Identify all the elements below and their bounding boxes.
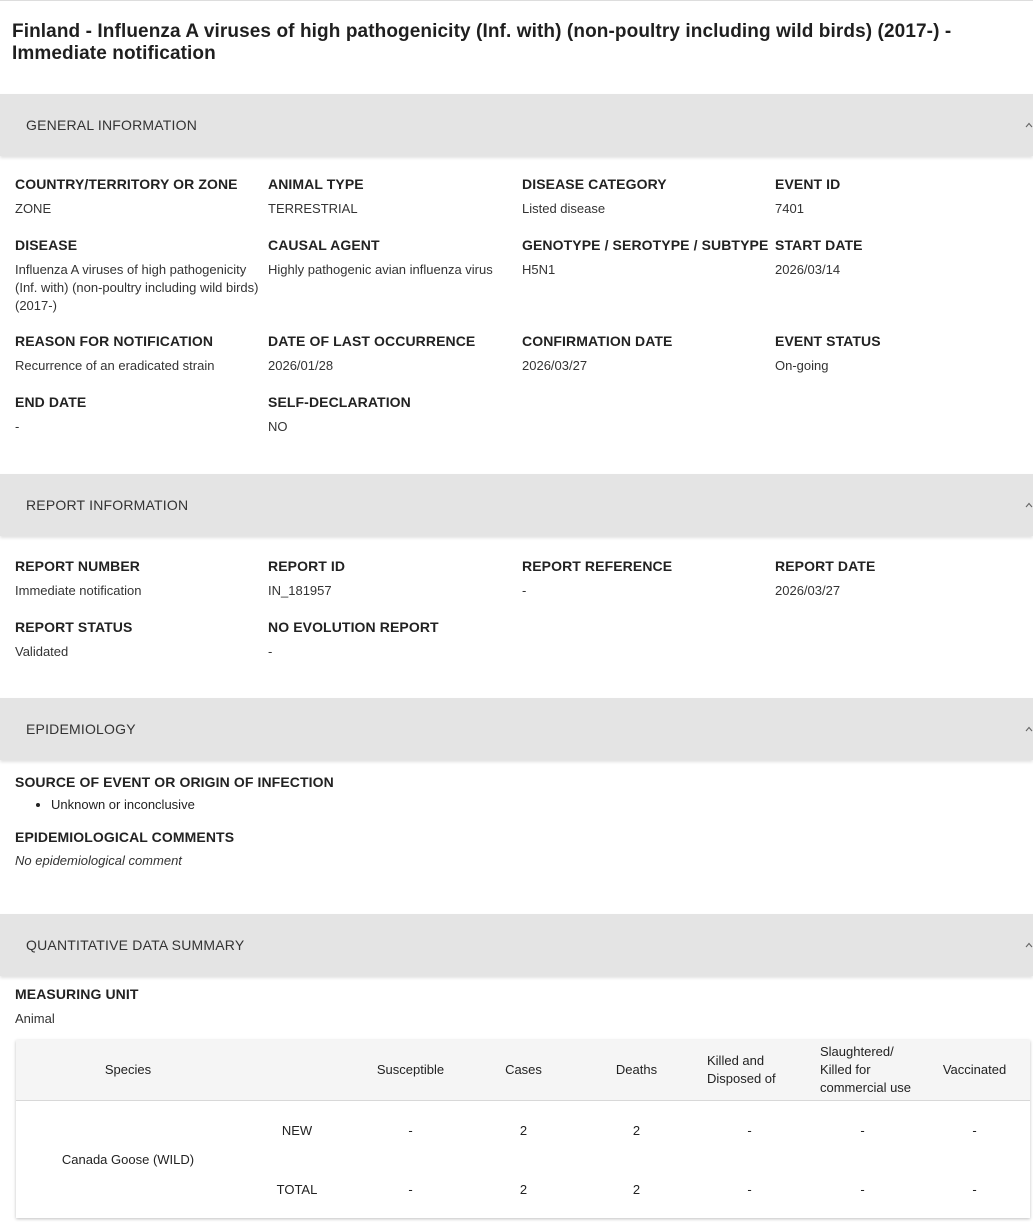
causal-agent-label: CAUSAL AGENT: [268, 237, 380, 253]
col-row-type: [240, 1040, 354, 1100]
list-item: • Unknown or inconclusive: [51, 797, 1033, 812]
field-start-date: [775, 237, 1028, 333]
row-type-cell: NEW: [281, 1122, 313, 1138]
general-information-header[interactable]: [0, 94, 1033, 156]
measuring-unit-value: Animal: [15, 1011, 55, 1026]
field-report-date: [775, 558, 1028, 619]
col-cases: Cases: [467, 1040, 580, 1100]
epidemiology-header[interactable]: [0, 698, 1033, 760]
section-title-quantitative: QUANTITATIVE DATA SUMMARY: [26, 937, 245, 953]
end-date-value: -: [15, 419, 20, 434]
field-event-status: [775, 333, 1028, 394]
genotype-value: H5N1: [522, 262, 556, 277]
susceptible-cell: -: [408, 1122, 413, 1138]
field-end-date: [15, 394, 268, 474]
report-date-label: REPORT DATE: [775, 558, 876, 574]
section-title-general: GENERAL INFORMATION: [26, 117, 198, 133]
report-information-header[interactable]: [0, 474, 1033, 536]
source-list: [15, 797, 1033, 812]
self-declaration-label: SELF-DECLARATION: [268, 394, 411, 410]
table-header-row: [16, 1040, 1030, 1100]
table-row: [16, 1100, 1030, 1160]
genotype-label: GENOTYPE / SEROTYPE / SUBTYPE: [522, 237, 769, 253]
field-report-status: [15, 619, 268, 698]
report-number-value: Immediate notification: [15, 583, 142, 598]
quantitative-table: [16, 1040, 1030, 1218]
chevron-up-icon[interactable]: [1019, 938, 1033, 952]
report-information-grid: [0, 558, 1033, 698]
slaughtered-cell: -: [860, 1122, 865, 1138]
susceptible-cell: -: [408, 1181, 413, 1197]
field-event-id: [775, 176, 1028, 237]
col-species: Species: [16, 1040, 240, 1100]
report-id-value: IN_181957: [268, 583, 332, 598]
end-date-label: END DATE: [15, 394, 87, 410]
col-killed: Killed and Disposed of: [693, 1040, 806, 1100]
report-reference-label: REPORT REFERENCE: [522, 558, 673, 574]
measuring-unit-block: [0, 976, 1033, 1040]
event-id-value: 7401: [775, 201, 804, 216]
event-status-value: On-going: [775, 358, 829, 373]
event-status-label: EVENT STATUS: [775, 333, 881, 349]
country-value: ZONE: [15, 201, 52, 216]
vaccinated-cell: -: [972, 1122, 977, 1138]
disease-value: Influenza A viruses of high pathogenicity (Inf. with) (non-poultry including wild birds) (2017-): [15, 262, 259, 313]
epidemiology-content: [0, 760, 1033, 914]
field-disease: [15, 237, 268, 333]
row-type-cell: TOTAL: [276, 1181, 318, 1197]
disease-category-label: DISEASE CATEGORY: [522, 176, 667, 192]
field-disease-category: [522, 176, 775, 237]
field-report-number: [15, 558, 268, 619]
cases-cell: 2: [519, 1122, 528, 1138]
causal-agent-value: Highly pathogenic avian influenza virus: [268, 262, 493, 277]
report-id-label: REPORT ID: [268, 558, 346, 574]
chevron-up-icon[interactable]: [1019, 498, 1033, 512]
chevron-up-icon[interactable]: [1019, 722, 1033, 736]
report-status-value: Validated: [15, 644, 69, 659]
deaths-cell: 2: [632, 1122, 641, 1138]
killed-cell: -: [747, 1181, 752, 1197]
field-genotype: [522, 237, 775, 333]
col-vaccinated: Vaccinated: [919, 1040, 1030, 1100]
report-status-label: REPORT STATUS: [15, 619, 133, 635]
section-title-epidemiology: EPIDEMIOLOGY: [26, 721, 136, 737]
slaughtered-cell: -: [860, 1181, 865, 1197]
col-deaths: Deaths: [580, 1040, 693, 1100]
country-label: COUNTRY/TERRITORY OR ZONE: [15, 176, 238, 192]
page-title-line-1: Finland - Influenza A viruses of high pathogenicity (Inf. with) (non-poultry including wild birds) (2017-) -: [12, 21, 952, 42]
no-evolution-label: NO EVOLUTION REPORT: [268, 619, 439, 635]
comments-label: EPIDEMIOLOGICAL COMMENTS: [15, 829, 235, 845]
report-date-value: 2026/03/27: [775, 583, 841, 598]
start-date-label: START DATE: [775, 237, 863, 253]
cases-cell: 2: [519, 1181, 528, 1197]
start-date-value: 2026/03/14: [775, 262, 841, 277]
last-occurrence-label: DATE OF LAST OCCURRENCE: [268, 333, 476, 349]
species-cell: Canada Goose (WILD): [61, 1151, 195, 1167]
field-country: [15, 176, 268, 237]
field-report-reference: [522, 558, 775, 619]
col-slaughtered: Slaughtered/ Killed for commercial use: [806, 1040, 919, 1100]
field-last-occurrence: [268, 333, 522, 394]
animal-type-value: TERRESTRIAL: [268, 201, 358, 216]
last-occurrence-value: 2026/01/28: [268, 358, 334, 373]
measuring-unit-label: MEASURING UNIT: [15, 986, 139, 1002]
field-reason: [15, 333, 268, 394]
field-no-evolution: [268, 619, 522, 698]
reason-value: Recurrence of an eradicated strain: [15, 358, 215, 373]
comments-value: No epidemiological comment: [15, 853, 182, 868]
general-information-grid: [0, 176, 1033, 474]
page-title-line-2: Immediate notification: [12, 43, 216, 64]
confirmation-date-value: 2026/03/27: [522, 358, 588, 373]
chevron-up-icon[interactable]: [1019, 118, 1033, 132]
field-report-id: [268, 558, 522, 619]
field-confirmation-date: [522, 333, 775, 394]
confirmation-date-label: CONFIRMATION DATE: [522, 333, 673, 349]
no-evolution-value: -: [268, 644, 273, 659]
field-animal-type: [268, 176, 522, 237]
event-id-label: EVENT ID: [775, 176, 841, 192]
report-number-label: REPORT NUMBER: [15, 558, 140, 574]
vaccinated-cell: -: [972, 1181, 977, 1197]
field-self-declaration: [268, 394, 522, 474]
page-title: [12, 21, 1021, 65]
source-label: SOURCE OF EVENT OR ORIGIN OF INFECTION: [15, 774, 334, 790]
self-declaration-value: NO: [268, 419, 288, 434]
report-reference-value: -: [522, 583, 527, 598]
killed-cell: -: [747, 1122, 752, 1138]
reason-label: REASON FOR NOTIFICATION: [15, 333, 214, 349]
section-title-report: REPORT INFORMATION: [26, 497, 189, 513]
deaths-cell: 2: [632, 1181, 641, 1197]
page-header: [0, 0, 1033, 94]
animal-type-label: ANIMAL TYPE: [268, 176, 364, 192]
disease-category-value: Listed disease: [522, 201, 606, 216]
quantitative-summary-header[interactable]: [0, 914, 1033, 976]
field-causal-agent: [268, 237, 522, 333]
disease-label: DISEASE: [15, 237, 78, 253]
col-susceptible: Susceptible: [354, 1040, 467, 1100]
